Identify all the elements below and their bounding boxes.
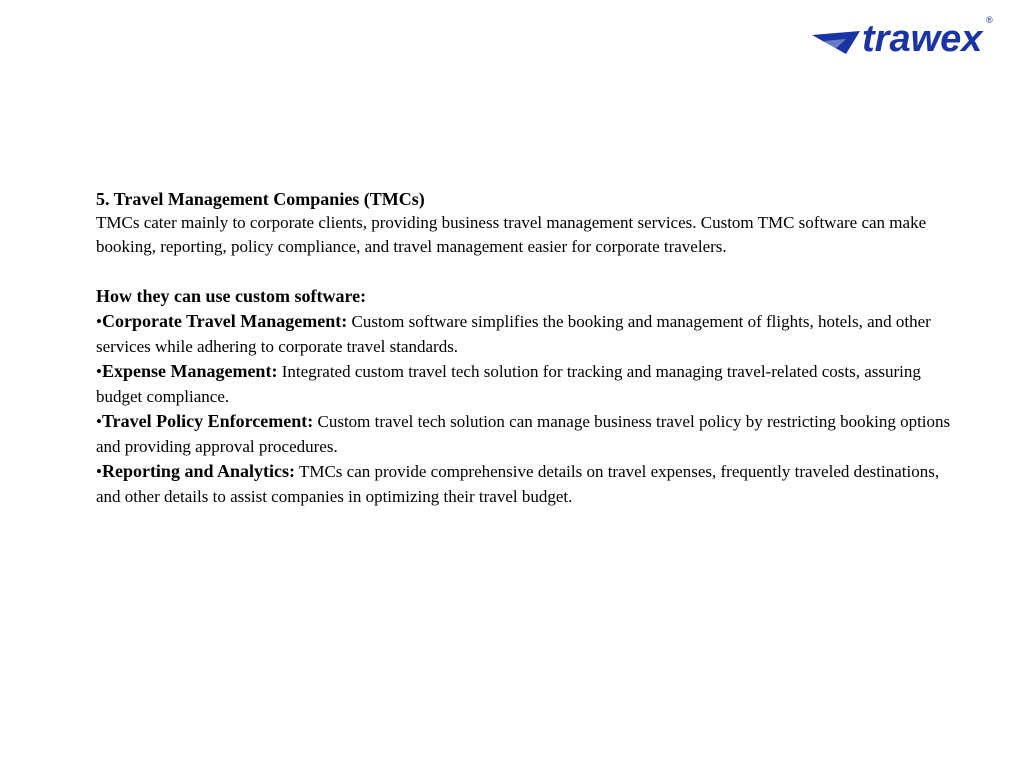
bullet-mark: • xyxy=(96,312,102,331)
section-description: TMCs cater mainly to corporate clients, providing business travel management services. Custom TMC software can make booking, reporting, policy compliance, and travel management easier for corporate travelers. xyxy=(96,213,927,256)
registered-mark: ® xyxy=(986,15,993,25)
list-item-title: Reporting and Analytics: xyxy=(101,461,295,481)
list-item-title: Expense Management: xyxy=(101,361,278,381)
list-item xyxy=(96,359,956,409)
trawex-logo xyxy=(810,14,1010,60)
list-item-text: TMCs can provide comprehensive details on travel expenses, frequently traveled destinations, and other details to assist companies in optimizing their travel budget. xyxy=(96,462,940,506)
logo-wordmark: trawex xyxy=(862,18,983,60)
list-item-title: Corporate Travel Management: xyxy=(101,311,348,331)
list-item-text: Custom software simplifies the booking and management of flights, hotels, and other services while adhering to corporate travel standards. xyxy=(96,312,931,356)
list-item xyxy=(96,459,956,509)
spacer xyxy=(96,259,956,283)
main-content xyxy=(96,187,956,509)
bullet-mark: • xyxy=(96,362,102,381)
list-item xyxy=(96,309,956,359)
bullet-mark: • xyxy=(96,412,102,431)
usage-heading: How they can use custom software: xyxy=(96,286,367,306)
section-title: 5. Travel Management Companies (TMCs) xyxy=(96,189,425,209)
list-item-text: Integrated custom travel tech solution for tracking and managing travel-related costs, assuring budget compliance. xyxy=(96,362,921,406)
bullet-mark: • xyxy=(96,462,102,481)
plane-arrow-icon xyxy=(810,14,1010,60)
list-item-text: Custom travel tech solution can manage business travel policy by restricting booking options and providing approval procedures. xyxy=(96,412,951,456)
list-item xyxy=(96,409,956,459)
list-item-title: Travel Policy Enforcement: xyxy=(101,411,314,431)
